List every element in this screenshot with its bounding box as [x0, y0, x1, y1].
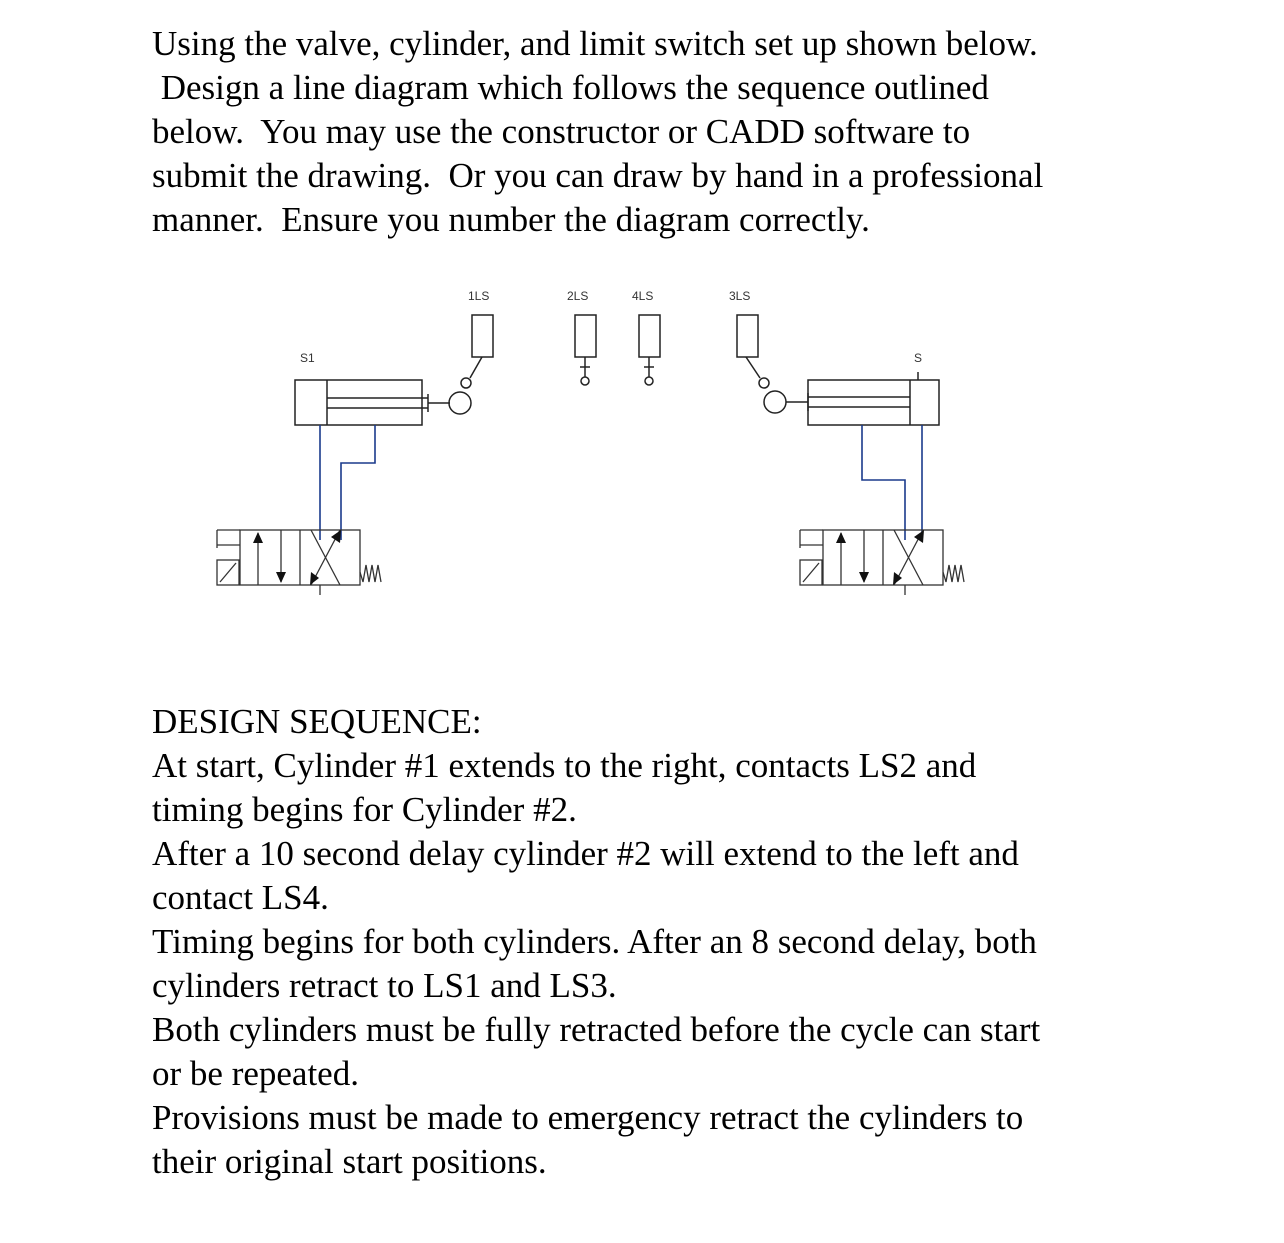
sequence-line: At start, Cylinder #1 extends to the right, contacts LS2 and: [152, 746, 977, 785]
hose-lines: [320, 425, 922, 540]
sequence-line: Both cylinders must be fully retracted before the cycle can start: [152, 1010, 1041, 1049]
sequence-line: timing begins for Cylinder #2.: [152, 790, 577, 829]
limit-switch-label-4ls: 4LS: [632, 289, 654, 303]
limit-switch-label-1ls: 1LS: [468, 289, 490, 303]
cylinder-1: [295, 380, 471, 425]
instructions-line: submit the drawing. Or you can draw by hand in a professional: [152, 156, 1044, 195]
limit-switch-2ls: [575, 315, 596, 385]
limit-switch-1ls: [461, 315, 493, 388]
sequence-heading: DESIGN SEQUENCE:: [152, 702, 482, 741]
sequence-line: contact LS4.: [152, 878, 329, 917]
solenoid-label-s: S: [914, 351, 923, 365]
sequence-line: their original start positions.: [152, 1142, 547, 1181]
design-sequence: [152, 700, 1152, 1184]
instructions-line: manner. Ensure you number the diagram correctly.: [152, 200, 870, 239]
sequence-line: Timing begins for both cylinders. After an 8 second delay, both: [152, 922, 1037, 961]
instructions-line: Using the valve, cylinder, and limit switch set up shown below.: [152, 24, 1038, 63]
cylinder-2: [764, 372, 939, 425]
sequence-line: After a 10 second delay cylinder #2 will extend to the left and: [152, 834, 1019, 873]
pneumatic-setup-diagram: [200, 280, 1000, 610]
instructions-line: below. You may use the constructor or CADD software to: [152, 112, 971, 151]
sequence-line: or be repeated.: [152, 1054, 359, 1093]
limit-switch-label-3ls: 3LS: [729, 289, 751, 303]
instructions-paragraph: [152, 22, 1152, 242]
instructions-line: Design a line diagram which follows the sequence outlined: [152, 68, 989, 107]
solenoid-label-s1: S1: [300, 351, 315, 365]
limit-switch-4ls: [639, 315, 660, 385]
sequence-line: cylinders retract to LS1 and LS3.: [152, 966, 617, 1005]
valve-1: [217, 530, 381, 595]
sequence-line: Provisions must be made to emergency retract the cylinders to: [152, 1098, 1024, 1137]
limit-switch-3ls: [737, 315, 769, 388]
limit-switch-label-2ls: 2LS: [567, 289, 589, 303]
valve-2: [800, 530, 964, 595]
